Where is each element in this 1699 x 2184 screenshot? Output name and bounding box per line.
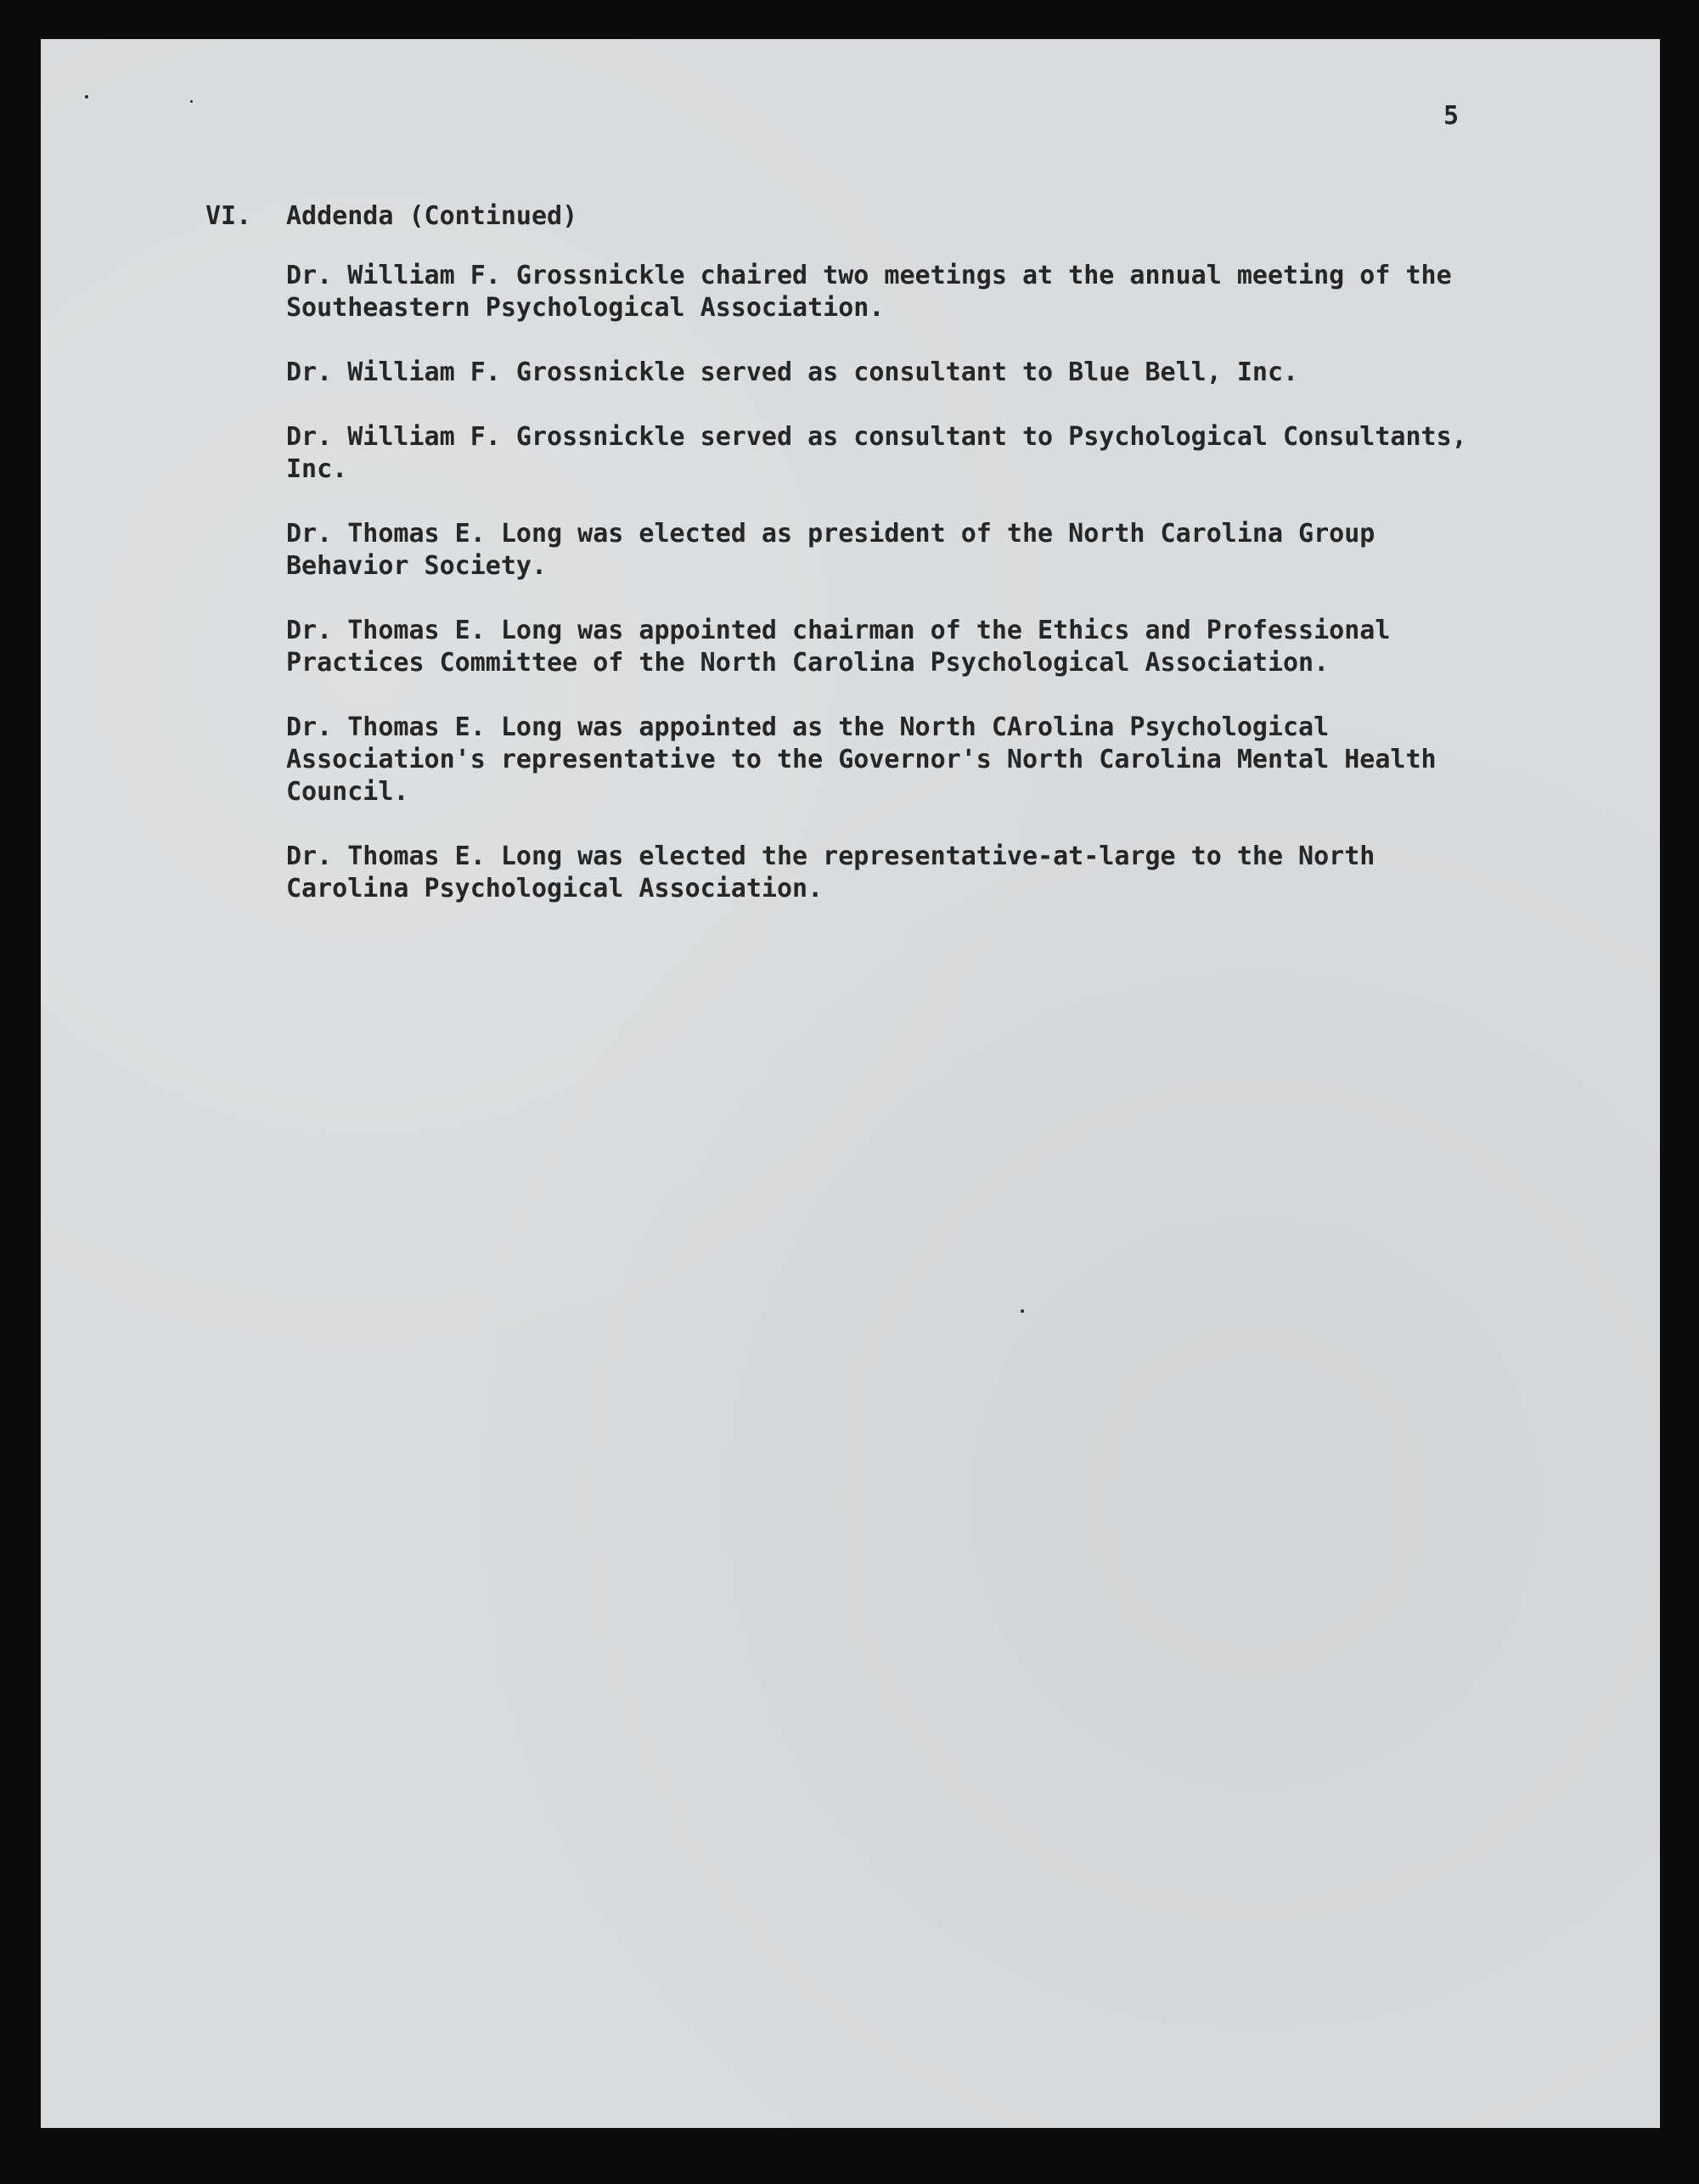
entry-line: Practices Committee of the North Carolina Psychological Association. [286,648,1330,678]
section-title: Addenda (Continued) [286,201,578,231]
addenda-entry [286,841,1526,905]
entry-line: Dr. Thomas E. Long was elected the representative-at-large to the North [286,842,1376,871]
addenda-entry [286,260,1526,324]
entry-line: Council. [286,777,409,807]
entry-line: Dr. William F. Grossnickle served as consultant to Psychological Consultants, [286,422,1467,452]
scan-speck [190,100,193,103]
addenda-entry [286,518,1526,583]
entry-line: Inc. [286,454,348,484]
entry-line: Dr. William F. Grossnickle served as consultant to Blue Bell, Inc. [286,357,1299,387]
section-heading [205,200,577,233]
addenda-entry [286,615,1526,679]
scan-speck [1021,1309,1024,1313]
entry-line: Behavior Society. [286,551,548,581]
entry-line: Southeastern Psychological Association. [286,293,885,323]
addenda-entry [286,357,1526,389]
entry-line: Carolina Psychological Association. [286,874,824,903]
entry-line: Dr. Thomas E. Long was appointed chairman of the Ethics and Professional [286,616,1391,645]
entry-line: Association's representative to the Governor's North Carolina Mental Health [286,745,1437,774]
addenda-entry [286,421,1526,486]
entry-line: Dr. Thomas E. Long was elected as president of the North Carolina Group [286,519,1376,549]
addenda-entry [286,712,1526,808]
entry-line: Dr. William F. Grossnickle chaired two meetings at the annual meeting of the [286,261,1452,290]
section-number: VI. [205,201,252,231]
scan-speck [85,95,88,99]
addenda-entries [286,260,1526,937]
page-number: 5 [1443,101,1460,131]
entry-line: Dr. Thomas E. Long was appointed as the North CArolina Psychological [286,712,1330,742]
